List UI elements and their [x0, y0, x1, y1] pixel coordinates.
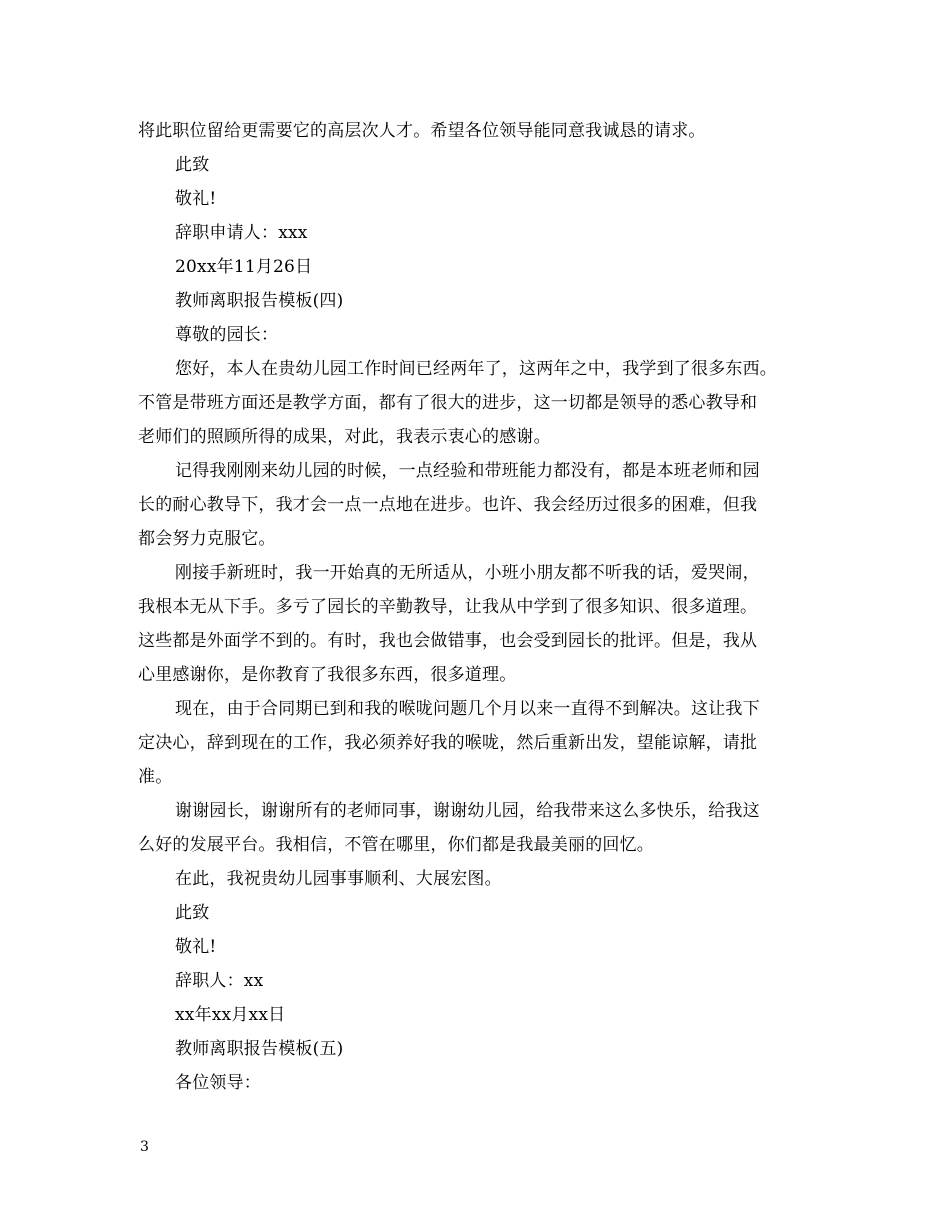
paragraph-line: 这些都是外面学不到的。有时，我也会做错事，也会受到园长的批评。但是，我从	[138, 631, 758, 651]
paragraph-line: 定决心，辞到现在的工作，我必须养好我的喉咙，然后重新出发，望能谅解，请批	[138, 733, 758, 753]
paragraph-line: 长的耐心教导下，我才会一点一点地在进步。也许、我会经历过很多的困难，但我	[138, 495, 758, 515]
paragraph-line: 刚接手新班时，我一开始真的无所适从，小班小朋友都不听我的话，爱哭闹，	[175, 563, 760, 583]
paragraph-line: 不管是带班方面还是教学方面，都有了很大的进步，这一切都是领导的悉心教导和	[138, 393, 758, 413]
greeting: 各位领导：	[175, 1073, 261, 1093]
paragraph-line: 在此，我祝贵幼儿园事事顺利、大展宏图。	[175, 869, 502, 889]
resigner-signature: 辞职人：xx	[175, 971, 264, 991]
closing-salutation: 此致	[175, 903, 210, 923]
page-number: 3	[140, 1139, 149, 1155]
closing-salutation: 此致	[175, 155, 210, 175]
applicant-signature: 辞职申请人：xxx	[175, 223, 308, 243]
letter-date: 20xx年11月26日	[175, 257, 313, 277]
paragraph-line: 现在，由于合同期已到和我的喉咙问题几个月以来一直得不到解决。这让我下	[175, 699, 760, 719]
paragraph-line: 么好的发展平台。我相信，不管在哪里，你们都是我最美丽的回忆。	[138, 835, 654, 855]
section-heading: 教师离职报告模板(五)	[175, 1039, 344, 1059]
paragraph-line: 都会努力克服它。	[138, 529, 276, 549]
paragraph-line: 记得我刚刚来幼儿园的时候，一点经验和带班能力都没有，都是本班老师和园	[175, 461, 760, 481]
document-body	[138, 114, 818, 1100]
paragraph-line: 谢谢园长，谢谢所有的老师同事，谢谢幼儿园，给我带来这么多快乐，给我这	[175, 801, 760, 821]
closing-respect: 敬礼!	[175, 937, 217, 957]
letter-date: xx年xx月xx日	[175, 1005, 286, 1025]
text-line: 将此职位留给更需要它的高层次人才。希望各位领导能同意我诚恳的请求。	[138, 121, 706, 141]
paragraph-line: 准。	[138, 767, 173, 787]
paragraph-line: 老师们的照顾所得的成果，对此，我表示衷心的感谢。	[138, 427, 551, 447]
paragraph-line: 我根本无从下手。多亏了园长的辛勤教导，让我从中学到了很多知识、很多道理。	[138, 597, 758, 617]
paragraph-line: 您好，本人在贵幼儿园工作时间已经两年了，这两年之中，我学到了很多东西。	[175, 359, 777, 379]
paragraph-line: 心里感谢你，是你教育了我很多东西，很多道理。	[138, 665, 517, 685]
closing-respect: 敬礼!	[175, 189, 217, 209]
greeting: 尊敬的园长：	[175, 325, 279, 345]
section-heading: 教师离职报告模板(四)	[175, 291, 344, 311]
